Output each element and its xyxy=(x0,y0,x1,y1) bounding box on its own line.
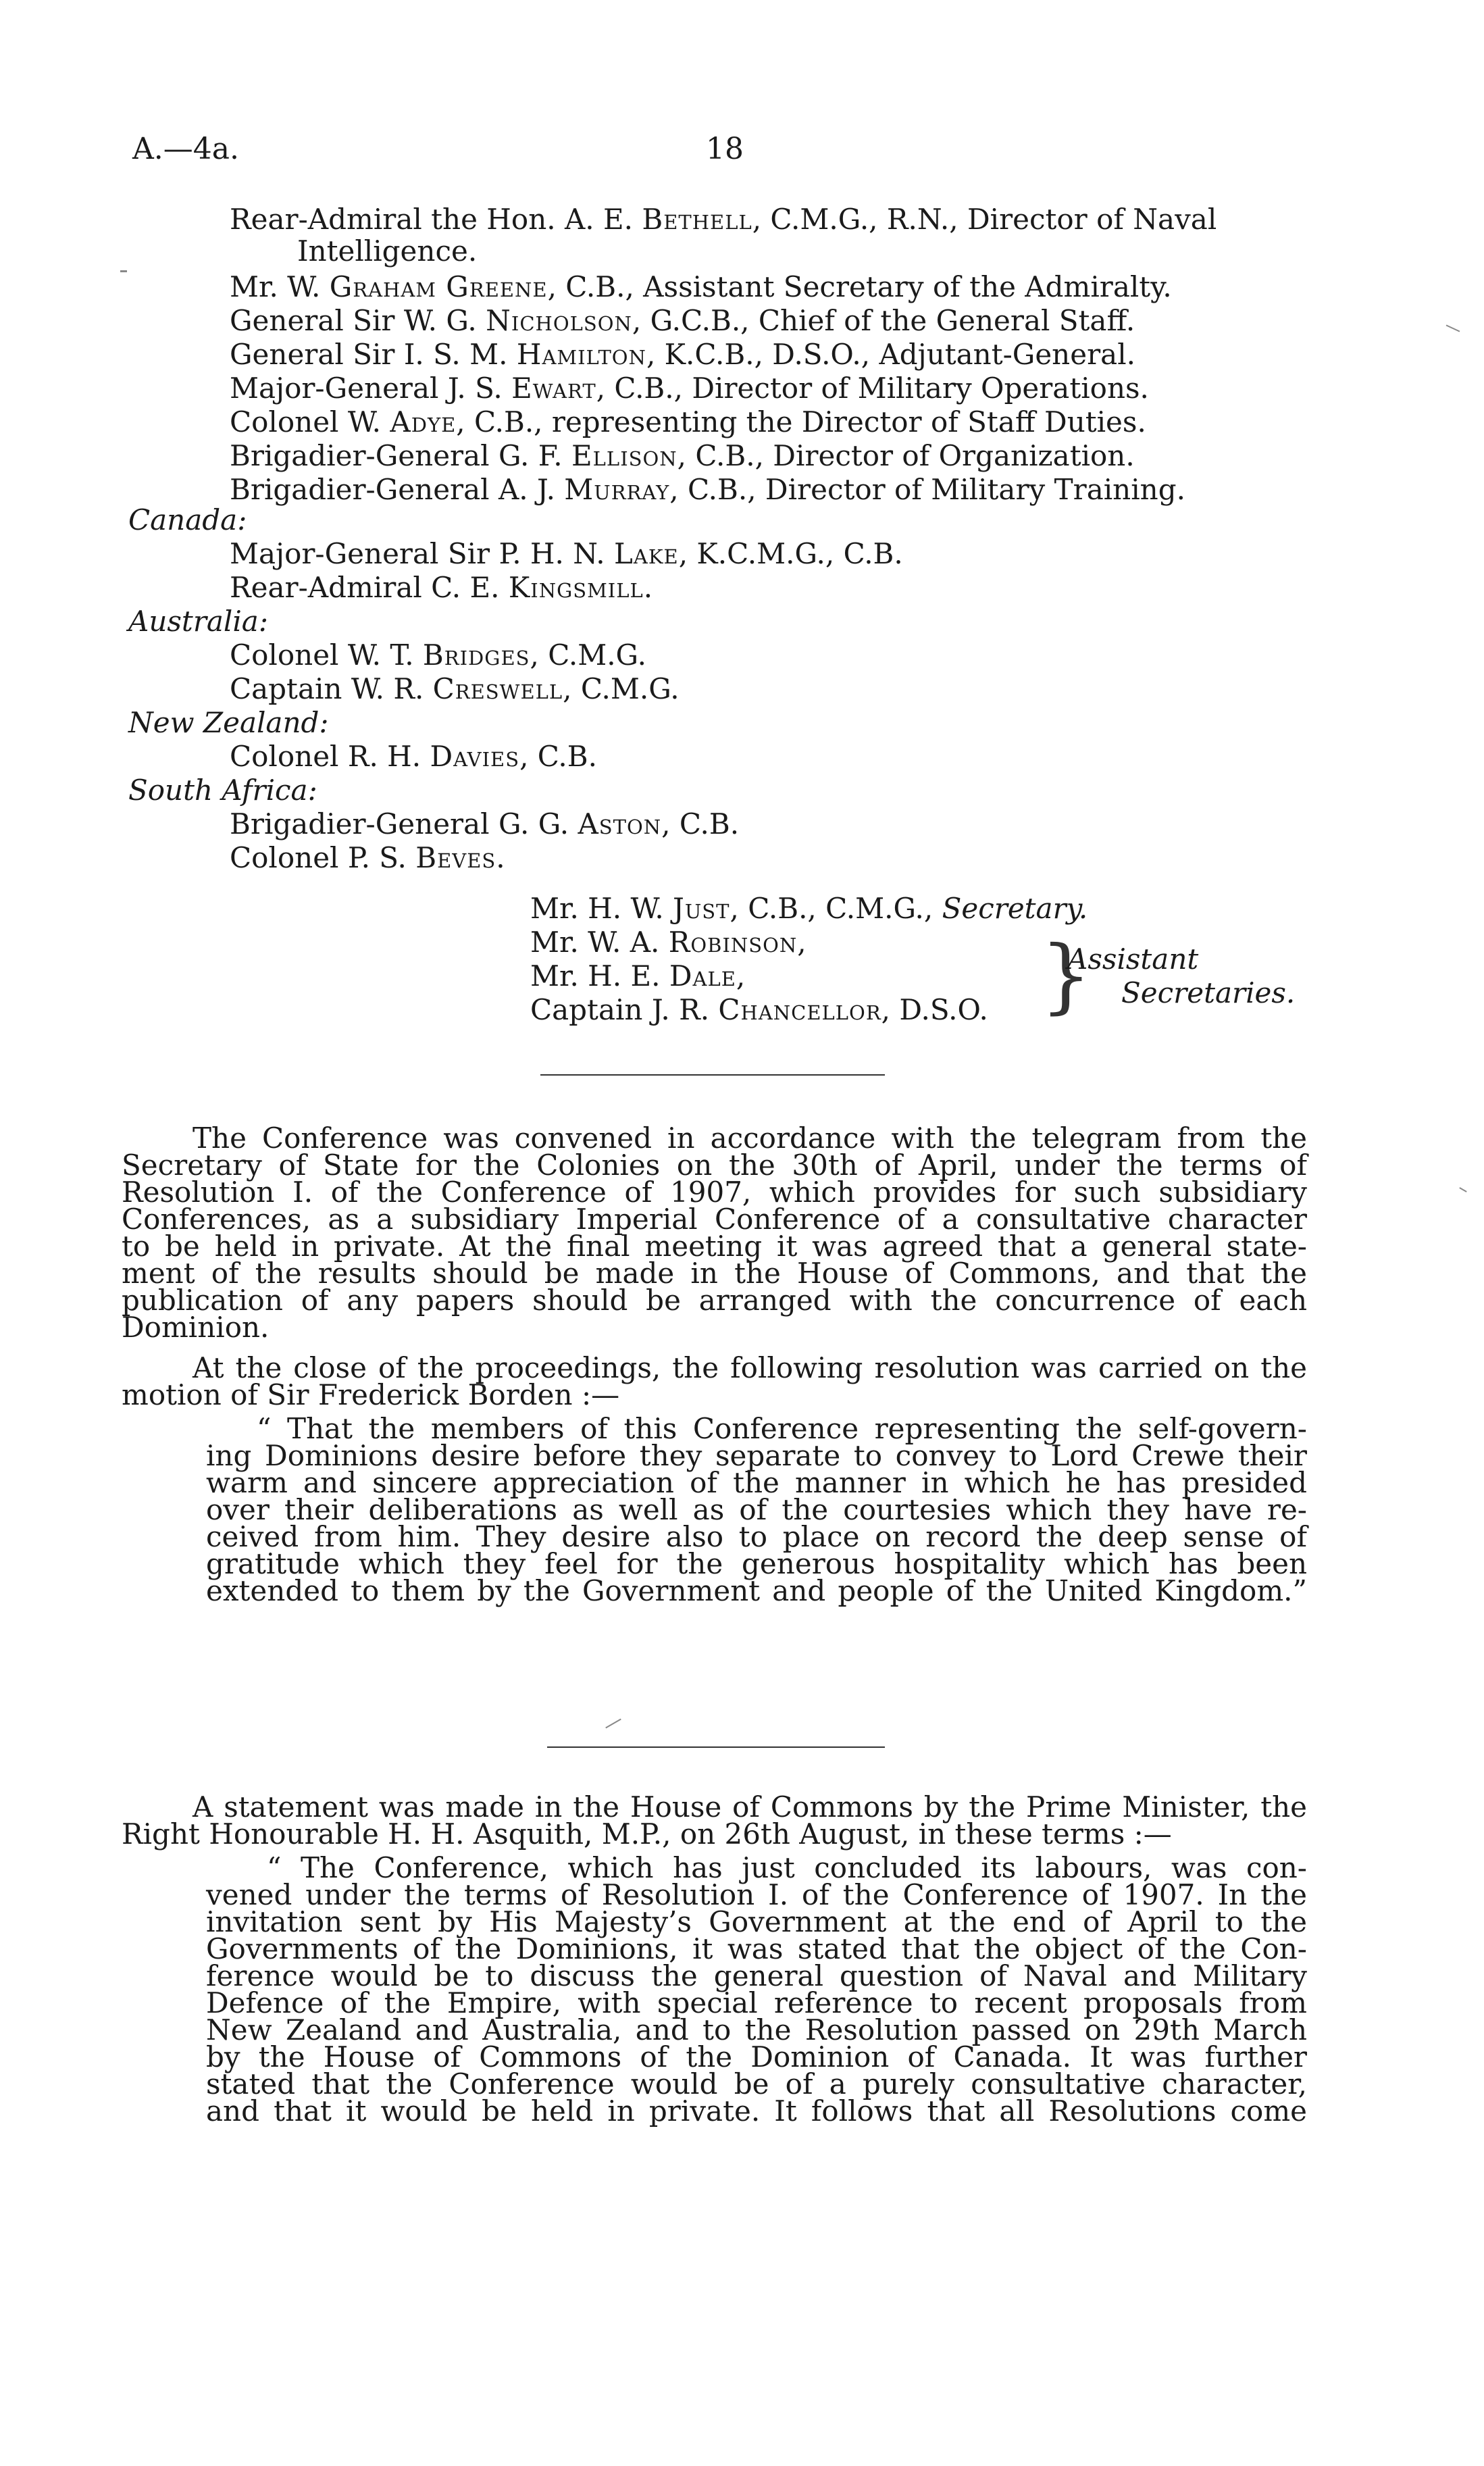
section-divider xyxy=(547,1746,885,1748)
member-line: Intelligence. xyxy=(297,234,478,268)
statement-line: “ The Conference, which has just concluded its labours, was con- xyxy=(267,1851,1307,1884)
scan-mark xyxy=(120,270,127,272)
member-line: Major-General Sir P. H. N. Lake, K.C.M.G., C.B. xyxy=(230,537,903,570)
statement-line: Governments of the Dominions, it was stated that the object of the Con- xyxy=(206,1932,1307,1965)
resolution-line: over their deliberations as well as of the courtesies which they have re- xyxy=(206,1493,1307,1526)
member-line: Brigadier-General A. J. Murray, C.B., Director of Military Training. xyxy=(230,473,1185,506)
resolution-line: ceived from him. They desire also to place on record the deep sense of xyxy=(206,1520,1307,1553)
paragraph-line: At the close of the proceedings, the following resolution was carried on the xyxy=(193,1351,1307,1384)
dominion-heading-australia: Australia: xyxy=(128,605,268,638)
dominion-heading-south-africa: South Africa: xyxy=(128,774,317,807)
member-line: Mr. W. Graham Greene, C.B., Assistant Secretary of the Admiralty. xyxy=(230,270,1172,303)
secretary-line: Mr. H. W. Just, C.B., C.M.G., Secretary. xyxy=(530,892,1088,925)
resolution-line: ing Dominions desire before they separate to convey to Lord Crewe their xyxy=(206,1439,1307,1472)
member-line: Colonel W. T. Bridges, C.M.G. xyxy=(230,638,646,672)
paragraph-line: to be held in private. At the final meeting it was agreed that a general state- xyxy=(122,1230,1307,1263)
statement-line: stated that the Conference would be of a purely consultative character, xyxy=(206,2067,1307,2100)
assistant-secretary-line: Captain J. R. Chancellor, D.S.O. xyxy=(530,993,988,1026)
statement-line: and that it would be held in private. It follows that all Resolutions come xyxy=(206,2094,1307,2128)
member-line: Major-General J. S. Ewart, C.B., Director of Military Operations. xyxy=(230,372,1149,405)
member-line: Rear-Admiral the Hon. A. E. Bethell, C.M.G., R.N., Director of Naval xyxy=(230,203,1217,236)
paragraph-line: Resolution I. of the Conference of 1907, which provides for such subsidiary xyxy=(122,1176,1307,1209)
assistant-secretary-line: Mr. H. E. Dale, xyxy=(530,959,746,992)
paragraph-line: The Conference was convened in accordance with the telegram from the xyxy=(193,1122,1307,1155)
member-line: Captain W. R. Creswell, C.M.G. xyxy=(230,672,680,705)
assistant-role-label: Assistant xyxy=(1067,942,1199,976)
statement-line: New Zealand and Australia, and to the Resolution passed on 29th March xyxy=(206,2013,1307,2046)
paragraph-line: Secretary of State for the Colonies on the 30th of April, under the terms of xyxy=(122,1149,1307,1182)
member-line: Colonel W. Adye, C.B., representing the Director of Staff Duties. xyxy=(230,405,1146,438)
paragraph-line: motion of Sir Frederick Borden :— xyxy=(122,1378,620,1411)
scan-mark xyxy=(1446,324,1460,332)
paragraph-line: Dominion. xyxy=(122,1311,270,1344)
member-line: Brigadier-General G. G. Aston, C.B. xyxy=(230,807,740,840)
statement-line: vened under the terms of Resolution I. of the Conference of 1907. In the xyxy=(206,1878,1307,1911)
resolution-line: gratitude which they feel for the generous hospitality which has been xyxy=(206,1547,1307,1580)
resolution-line: “ That the members of this Conference representing the self-govern- xyxy=(257,1412,1307,1445)
paper-reference: A.—4a. xyxy=(132,132,239,166)
section-divider xyxy=(540,1074,885,1076)
paragraph-line: Right Honourable H. H. Asquith, M.P., on 26th August, in these terms :— xyxy=(122,1817,1172,1851)
scan-mark xyxy=(605,1719,621,1729)
statement-line: ference would be to discuss the general question of Naval and Military xyxy=(206,1959,1307,1992)
paragraph-line: A statement was made in the House of Commons by the Prime Minister, the xyxy=(193,1790,1307,1823)
member-line: Rear-Admiral C. E. Kingsmill. xyxy=(230,571,653,604)
paragraph-line: Conferences, as a subsidiary Imperial Conference of a consultative character xyxy=(122,1203,1307,1236)
page-number: 18 xyxy=(706,132,744,166)
scan-mark xyxy=(1459,1187,1466,1192)
statement-line: by the House of Commons of the Dominion of Canada. It was further xyxy=(206,2040,1307,2073)
statement-line: Defence of the Empire, with special reference to recent proposals from xyxy=(206,1986,1307,2019)
member-line: Colonel R. H. Davies, C.B. xyxy=(230,740,597,773)
paragraph-line: publication of any papers should be arranged with the concurrence of each xyxy=(122,1284,1307,1317)
dominion-heading-new-zealand: New Zealand: xyxy=(128,706,329,739)
member-line: Colonel P. S. Beves. xyxy=(230,841,505,874)
resolution-line: warm and sincere appreciation of the manner in which he has presided xyxy=(206,1466,1307,1499)
brace-symbol: } xyxy=(1040,929,1092,1023)
assistant-secretary-line: Mr. W. A. Robinson, xyxy=(530,926,807,959)
paragraph-line: ment of the results should be made in the House of Commons, and that the xyxy=(122,1257,1307,1290)
statement-line: invitation sent by His Majesty’s Government at the end of April to the xyxy=(206,1905,1307,1938)
member-line: General Sir W. G. Nicholson, G.C.B., Chief of the General Staff. xyxy=(230,304,1135,337)
member-line: Brigadier-General G. F. Ellison, C.B., Director of Organization. xyxy=(230,439,1135,472)
dominion-heading-canada: Canada: xyxy=(128,503,247,536)
member-line: General Sir I. S. M. Hamilton, K.C.B., D.S.O., Adjutant-General. xyxy=(230,338,1135,371)
resolution-line: extended to them by the Government and people of the United Kingdom.” xyxy=(206,1574,1307,1607)
assistant-role-label: Secretaries. xyxy=(1121,976,1296,1009)
